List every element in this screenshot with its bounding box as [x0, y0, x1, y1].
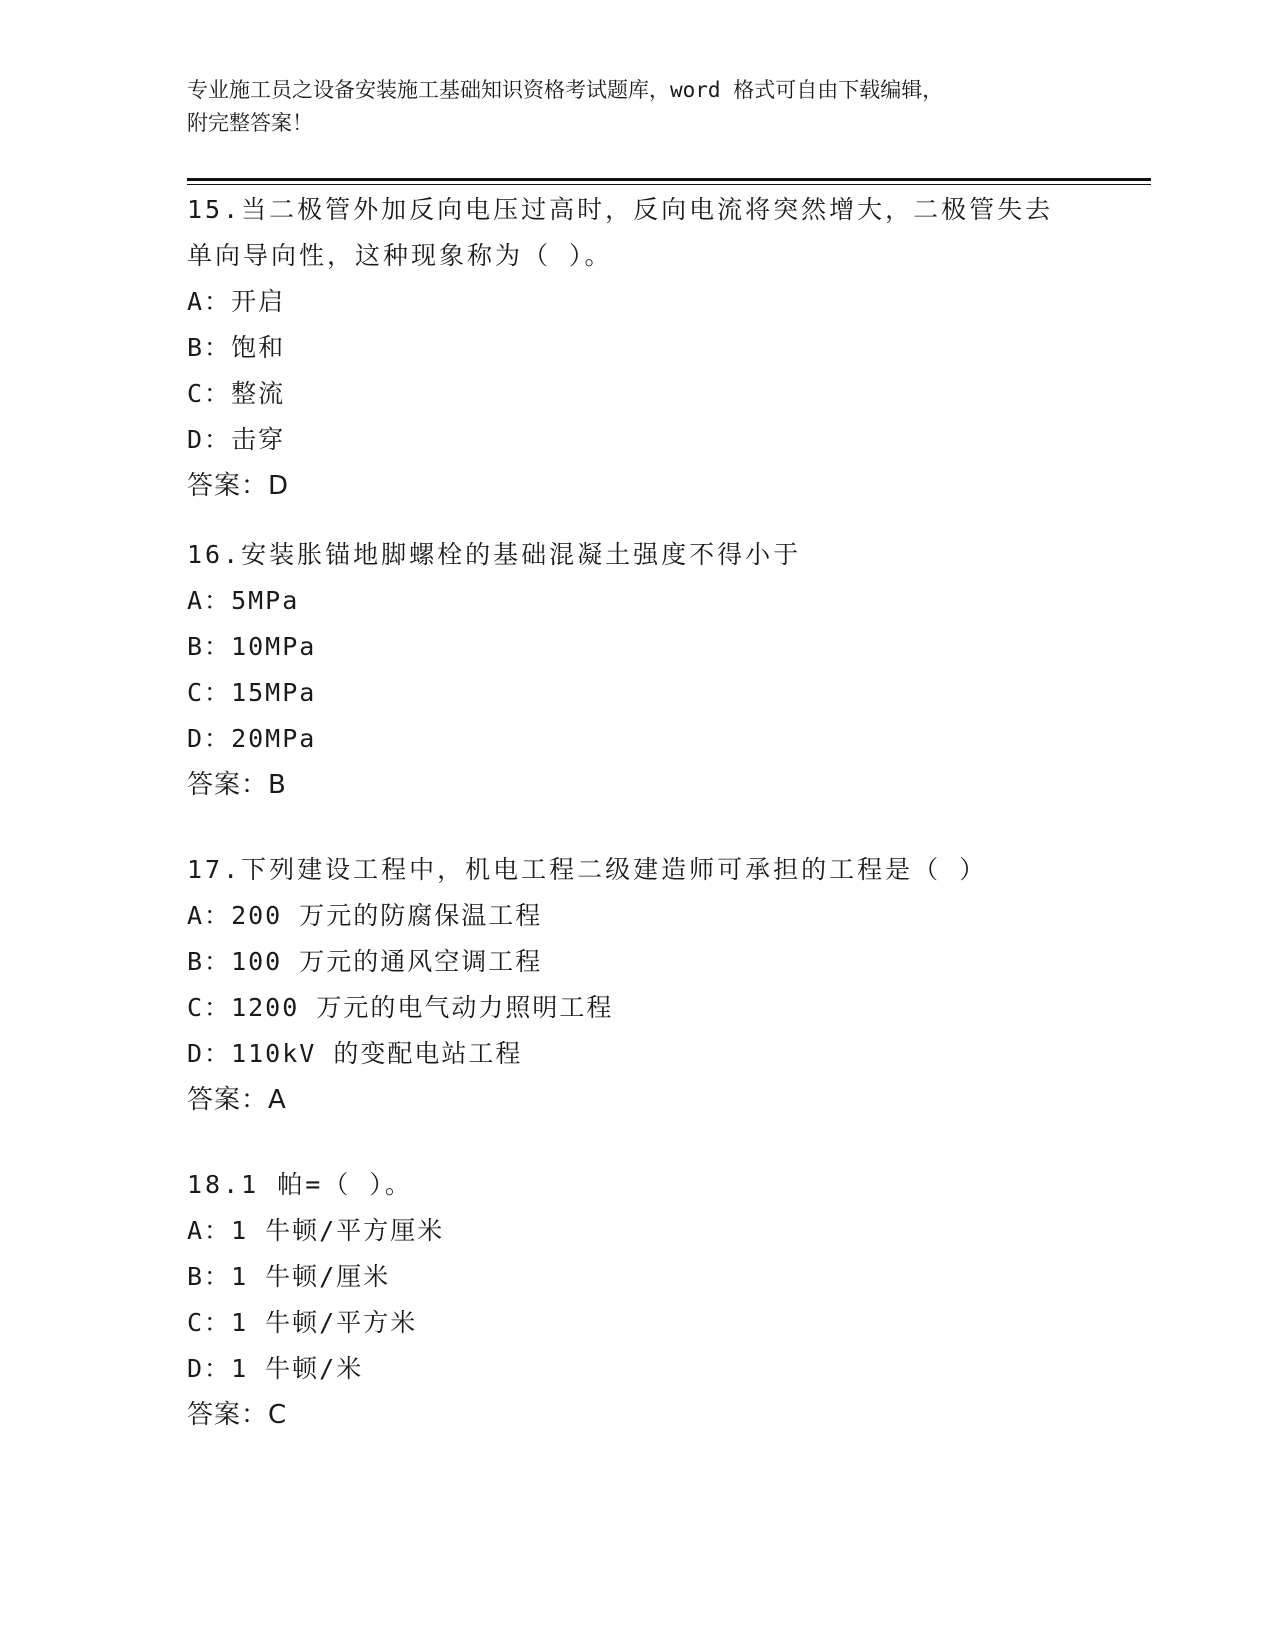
option-c [187, 985, 1087, 1031]
option-letter: D： [187, 724, 232, 753]
header-line-1: 专业施工员之设备安装施工基础知识资格考试题库，word 格式可自由下载编辑， [187, 78, 944, 102]
header-line-2: 附完整答案！ [187, 111, 313, 135]
option-letter: A： [187, 586, 232, 615]
option-text: 200 万元的防腐保温工程 [231, 901, 543, 930]
question-18 [187, 1162, 1087, 1438]
option-text: 5MPa [231, 586, 300, 615]
option-d [187, 1031, 1087, 1077]
option-letter: C： [187, 678, 232, 707]
option-b [187, 1254, 1087, 1300]
option-text: 整流 [231, 379, 286, 408]
header-divider-thick [187, 178, 1151, 181]
option-letter: D： [187, 425, 232, 454]
question-stem-line: 单向导向性，这种现象称为（ ）。 [187, 241, 613, 270]
question-17 [187, 847, 1087, 1123]
option-letter: B： [187, 632, 232, 661]
option-a [187, 279, 1087, 325]
answer-label: 答案：B [187, 770, 287, 800]
option-text: 击穿 [231, 425, 286, 454]
option-text: 15MPa [231, 678, 317, 707]
option-d [187, 716, 1087, 762]
option-c [187, 371, 1087, 417]
question-15 [187, 187, 1087, 509]
option-c [187, 1300, 1087, 1346]
option-c [187, 670, 1087, 716]
option-text: 20MPa [231, 724, 317, 753]
option-a [187, 893, 1087, 939]
option-a [187, 1208, 1087, 1254]
option-letter: C： [187, 1308, 232, 1337]
option-letter: B： [187, 1262, 232, 1291]
question-stem-line: 18.1 帕=（ ）。 [187, 1170, 413, 1199]
option-text: 开启 [231, 287, 286, 316]
option-b [187, 939, 1087, 985]
option-letter: A： [187, 901, 232, 930]
option-letter: C： [187, 993, 232, 1022]
option-text: 10MPa [231, 632, 317, 661]
option-letter: C： [187, 379, 232, 408]
option-letter: A： [187, 1216, 232, 1245]
option-text: 饱和 [231, 333, 286, 362]
option-text: 1 牛顿/厘米 [231, 1262, 391, 1291]
option-b [187, 624, 1087, 670]
document-header [187, 74, 1067, 140]
option-letter: A： [187, 287, 232, 316]
question-16 [187, 532, 1087, 808]
option-d [187, 417, 1087, 463]
question-stem-line: 16.安装胀锚地脚螺栓的基础混凝土强度不得小于 [187, 540, 802, 569]
option-text: 1 牛顿/平方厘米 [231, 1216, 445, 1245]
answer-label: 答案：C [187, 1400, 288, 1430]
option-b [187, 325, 1087, 371]
option-text: 1 牛顿/平方米 [231, 1308, 418, 1337]
option-letter: B： [187, 947, 232, 976]
option-a [187, 578, 1087, 624]
question-stem-line: 15.当二极管外加反向电压过高时，反向电流将突然增大，二极管失去 [187, 195, 1054, 224]
option-text: 100 万元的通风空调工程 [231, 947, 543, 976]
option-text: 110kV 的变配电站工程 [231, 1039, 523, 1068]
question-stem-line: 17.下列建设工程中，机电工程二级建造师可承担的工程是（ ） [187, 855, 988, 884]
answer-label: 答案：A [187, 1085, 287, 1115]
option-letter: D： [187, 1354, 232, 1383]
option-letter: B： [187, 333, 232, 362]
header-divider-thin [187, 184, 1151, 185]
option-text: 1200 万元的电气动力照明工程 [231, 993, 614, 1022]
option-letter: D： [187, 1039, 232, 1068]
option-d [187, 1346, 1087, 1392]
option-text: 1 牛顿/米 [231, 1354, 364, 1383]
answer-label: 答案：D [187, 471, 290, 501]
